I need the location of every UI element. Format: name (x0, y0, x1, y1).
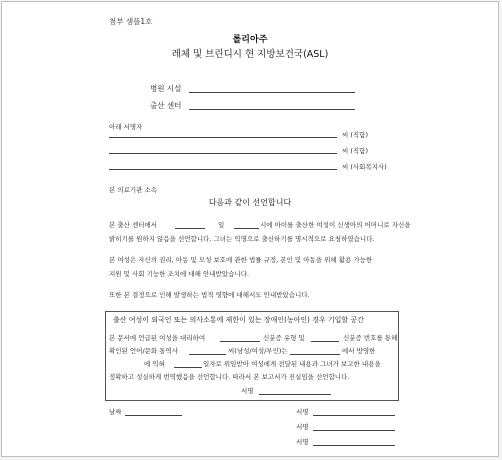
footer-sign-label-3: 서명 (296, 438, 309, 446)
box-l1-b: 신분증 유형 및 (263, 334, 305, 342)
box-l2-c: 에서 방영한 (342, 347, 376, 355)
hospital-label: 병원 시설 (150, 84, 182, 93)
p3-text: 또한 본 결정으로 인해 발생하는 법적 영향에 대해서도 안내받았습니다. (109, 291, 310, 299)
p1-hour-blank[interactable] (234, 228, 259, 229)
interpreter-box (105, 311, 399, 401)
p1-prefix: 본 출산 센터에서 (109, 221, 158, 229)
p1-day: 일 (218, 221, 225, 229)
box-l1-a: 본 문서에 언급된 여성을 대리하여 (109, 334, 206, 342)
p1-date-blank[interactable] (175, 228, 205, 229)
p1-rest: 시에 아이를 출산한 여성이 신생아의 어머니로 자신을 (260, 221, 411, 229)
p2-line2: 지원 및 사회 기능한 조치에 대해 안내받았습니다. (109, 270, 250, 278)
footer-sign-line-3[interactable] (313, 445, 395, 446)
box-place-blank[interactable] (290, 354, 340, 355)
signer-1-line[interactable] (109, 137, 337, 138)
affiliation-text: 본 의료기관 소속 (109, 186, 158, 194)
signers-heading: 아래 서명자 (109, 123, 143, 131)
box-l1-c: 신분증 번호를 통해 (343, 334, 398, 342)
footer-sign-line-1[interactable] (313, 415, 395, 416)
signer-1-title: 씨 (직함) (342, 131, 368, 139)
region-title: 롤리아주 (232, 35, 268, 45)
box-interpreter-blank[interactable] (189, 354, 226, 355)
signer-2-line[interactable] (109, 153, 337, 154)
birth-center-field-line[interactable] (189, 109, 355, 110)
box-l4: 정확하고 성실하게 번역했음을 선언합니다. 따라서 본 보고서가 진실임을 선언합니다. (109, 373, 350, 381)
signer-3-title: 씨 (사회복지사) (342, 163, 387, 171)
box-date-blank[interactable] (174, 367, 202, 368)
footer-sign-label-1: 서명 (296, 408, 309, 416)
signer-2-title: 씨 (직함) (342, 147, 368, 155)
date-line[interactable] (125, 415, 182, 416)
birth-center-label: 출산 센터 (150, 101, 182, 110)
box-sign-line[interactable] (259, 394, 331, 395)
box-name-blank[interactable] (220, 341, 260, 342)
date-label: 날짜 (109, 408, 122, 416)
box-id-type-blank[interactable] (311, 341, 339, 342)
form-title: 레체 및 브린디시 현 지방보건국(ASL) (171, 49, 329, 60)
interpreter-box-title: 출산 여성이 외국인 또는 의사소통에 제한이 있는 장애인(농아인) 경우 기입할 공간 (113, 316, 364, 324)
footer-sign-label-2: 서명 (296, 423, 309, 431)
p1-line2: 밝히기를 원하지 않음을 선언합니다. 그녀는 익명으로 출산하기를 명시적으로 요청하였습니다. (109, 235, 375, 243)
attachment-label: 첨부 샘플1호 (109, 17, 153, 26)
declaration-heading: 다음과 같이 선언합니다 (208, 198, 292, 207)
box-l3-a: 에 익혀 (144, 360, 165, 368)
footer-sign-line-2[interactable] (313, 430, 395, 431)
box-l2-a: 확인된 언어/문화 통역사 (109, 347, 179, 355)
p2-line1: 본 여성은 자신의 권리, 아동 및 모성 보호에 관한 법률 규정, 본인 및 아동을 위해 활용 가능한 (109, 256, 373, 264)
signer-3-line[interactable] (109, 169, 337, 170)
hospital-field-line[interactable] (189, 92, 355, 93)
form-page (1, 1, 499, 457)
box-l3-b: 일자로 위임받아 여성에게 전달된 내용과 그녀가 보고한 내용을 (203, 360, 381, 368)
box-l2-b: 씨(남성/여성/부인)는 (228, 347, 288, 355)
box-sign-label: 서명 (241, 387, 254, 395)
